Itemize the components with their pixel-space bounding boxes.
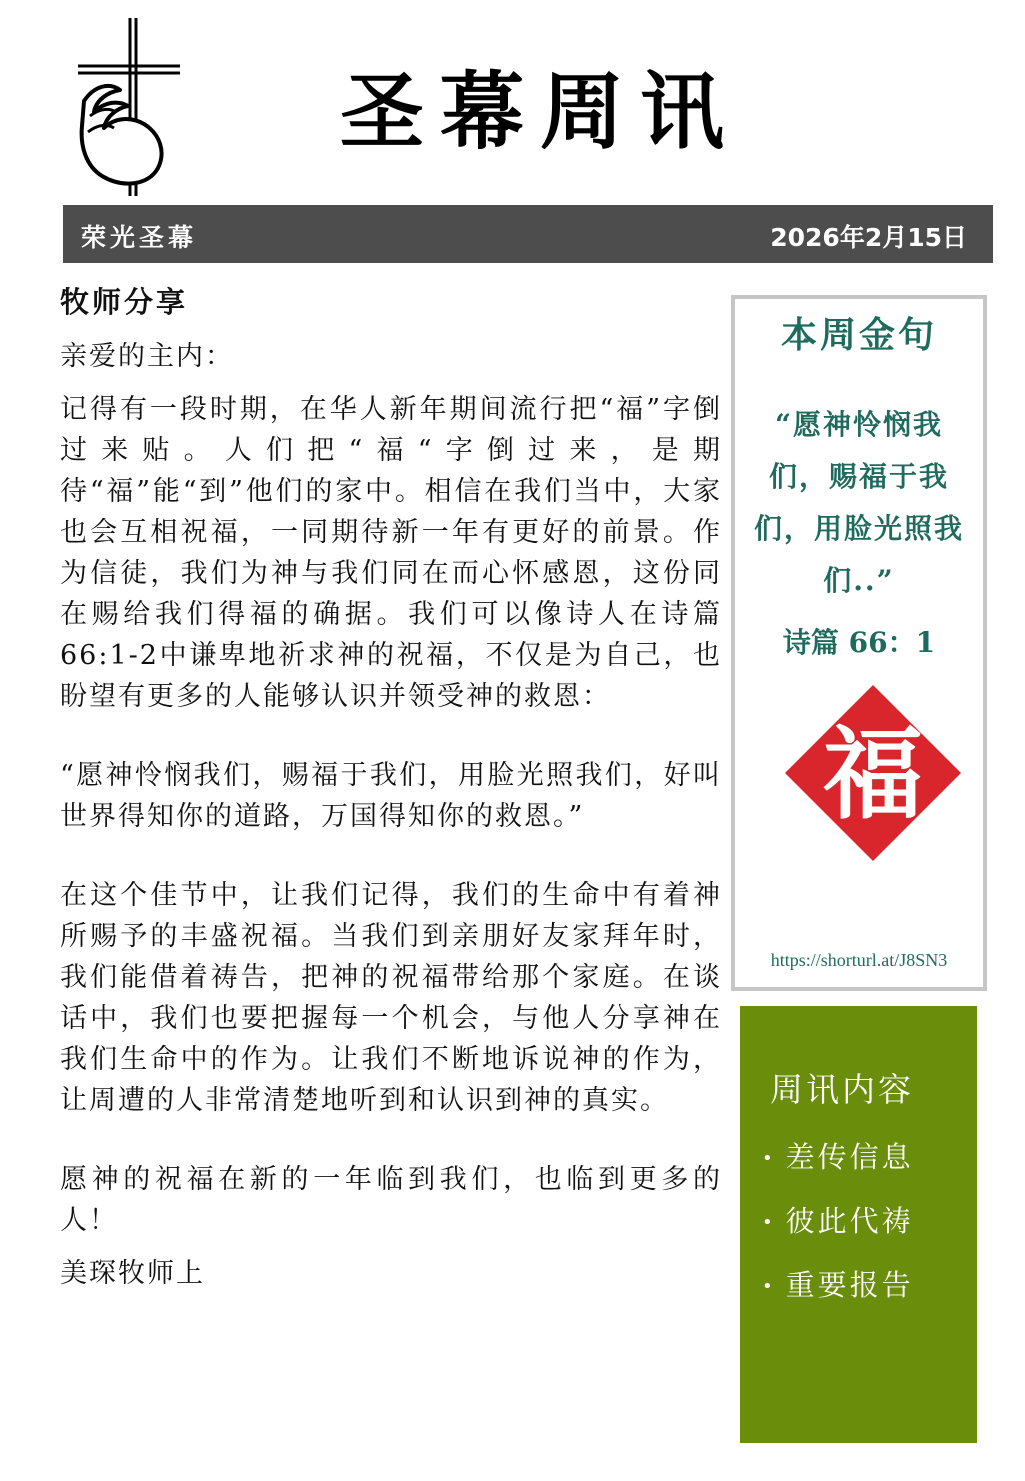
verse-link[interactable]: https://shorturl.at/J8SN3: [770, 950, 948, 970]
signature: 美琛牧师上: [60, 1258, 205, 1289]
verse-reference: 诗篇 66：1: [782, 626, 936, 659]
list-item: • 彼此代祷: [762, 1204, 914, 1238]
fu-character: 福: [823, 715, 923, 833]
cross-flame-icon: [74, 16, 186, 198]
message-paragraph: 愿神的祝福在新的一年临到我们，也临到更多的人！: [60, 1164, 722, 1236]
bullet-icon: •: [762, 1276, 776, 1297]
issue-date: 2026年2月15日: [770, 223, 967, 252]
greeting: 亲爱的主内：: [60, 341, 234, 372]
header-banner: [63, 205, 993, 263]
newsletter-contents: [740, 1006, 977, 1443]
contents-title: 周讯内容: [770, 1070, 914, 1109]
verse-box-title: 本周金句: [780, 315, 937, 356]
verse-text: “愿神怜悯我们，赐福于我们，用脸光照我们..”: [753, 408, 964, 597]
list-item: • 重要报告: [762, 1268, 914, 1302]
newsletter-title: 圣幕周讯: [339, 63, 740, 161]
scripture-quote: “愿神怜悯我们，赐福于我们，用脸光照我们，好叫世界得知你的道路，万国得知你的救恩。”: [60, 760, 722, 832]
section-heading: 牧师分享: [60, 285, 189, 319]
list-item: • 差传信息: [762, 1140, 914, 1174]
message-paragraph: 记得有一段时期，在华人新年期间流行把“福”字倒过来贴。人们把“福“字倒过来，是期待“福”能“到”他们的家中。相信在我们当中，大家也会互相祝福，一同期待新一年有更好的前景。作为信徒，我们为神与我们同在而心怀感恩，这份同在赐给我们得福的确据。我们可以像诗人在诗篇66:1-2中谦卑地祈求神的祝福，不仅是为自己，也盼望有更多的人能够认识并领受神的救恩：: [60, 394, 722, 712]
message-paragraph: 在这个佳节中，让我们记得，我们的生命中有着神所赐予的丰盛祝福。当我们到亲朋好友家拜年时，我们能借着祷告，把神的祝福带给那个家庭。在谈话中，我们也要把握每一个机会，与他人分享神在我们生命中的作为。让我们不断地诉说神的作为，让周遭的人非常清楚地听到和认识到神的真实。: [60, 880, 722, 1116]
bullet-icon: •: [762, 1148, 776, 1169]
church-name: 荣光圣幕: [81, 223, 198, 252]
pastor-message: [60, 280, 722, 1306]
fu-blessing-icon: [783, 683, 963, 863]
contents-list: [762, 1126, 977, 1318]
weekly-verse-box: [731, 295, 987, 991]
bullet-icon: •: [762, 1212, 776, 1233]
